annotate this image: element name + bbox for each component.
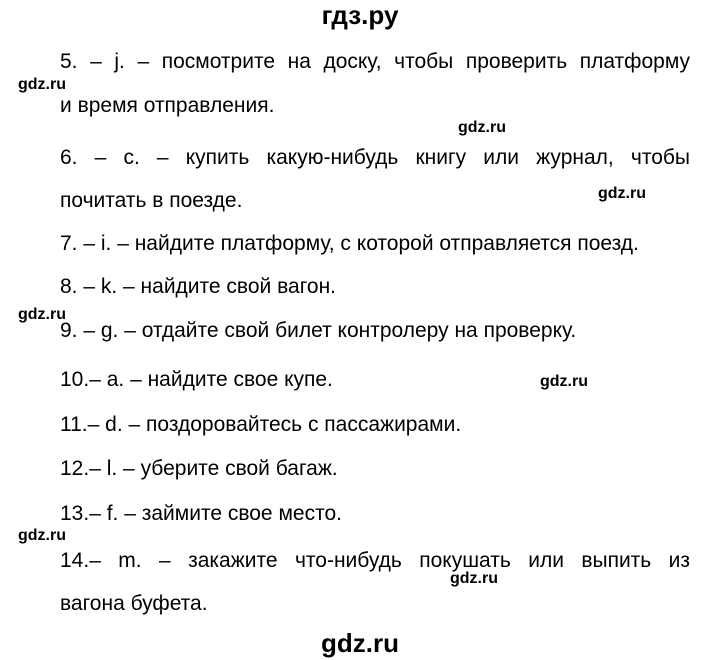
item-text: – f. – займите свое место. [89,502,342,525]
list-item-6 [60,145,690,171]
list-item-6-continuation: почитать в поезде. [60,189,243,212]
watermark: gdz.ru [18,306,66,323]
watermark: gdz.ru [540,373,588,390]
watermark: gdz.ru [458,119,506,136]
list-item-12 [60,456,690,482]
item-text: – j. – посмотрите на доску, чтобы проверить платформу [77,50,690,73]
list-item-14-continuation: вагона буфета. [60,592,208,615]
item-number: 10. [60,368,90,391]
item-text: – k. – найдите свой вагон. [77,275,337,298]
list-item-11 [60,412,690,438]
item-text: – l. – уберите свой багаж. [89,457,338,480]
list-item-5 [60,49,690,75]
list-item-13 [60,501,690,527]
watermark: gdz.ru [598,185,646,202]
list-item-10 [60,367,690,393]
item-text: – a. – найдите свое купе. [89,368,333,391]
item-text: – i. – найдите платформу, с которой отправляется поезд. [77,232,639,255]
item-number: 9. [60,319,78,342]
item-number: 6. [60,146,78,169]
list-item-7 [60,231,690,257]
item-text: – g. – отдайте свой билет контролеру на проверку. [77,319,577,342]
item-number: 13. [60,502,90,525]
item-number: 11. [60,413,88,436]
page-header: гдз.ру [321,0,399,30]
list-item-14 [60,548,690,574]
item-text: – d. – поздоровайтесь с пассажирами. [87,413,462,436]
item-number: 7. [60,232,78,255]
item-text: – m. – закажите что-нибудь покушать или выпить из [89,549,690,572]
watermark: gdz.ru [450,570,498,587]
item-number: 5. [60,50,78,73]
item-text: – c. – купить какую-нибудь книгу или журнал, чтобы [77,146,690,169]
item-number: 8. [60,275,78,298]
list-item-9 [60,318,690,344]
watermark: gdz.ru [18,527,66,544]
page-footer: gdz.ru [321,628,399,658]
list-item-8 [60,274,690,300]
item-number: 14. [60,549,90,572]
watermark: gdz.ru [18,76,66,93]
item-number: 12. [60,457,90,480]
list-item-5-continuation: и время отправления. [60,94,275,117]
